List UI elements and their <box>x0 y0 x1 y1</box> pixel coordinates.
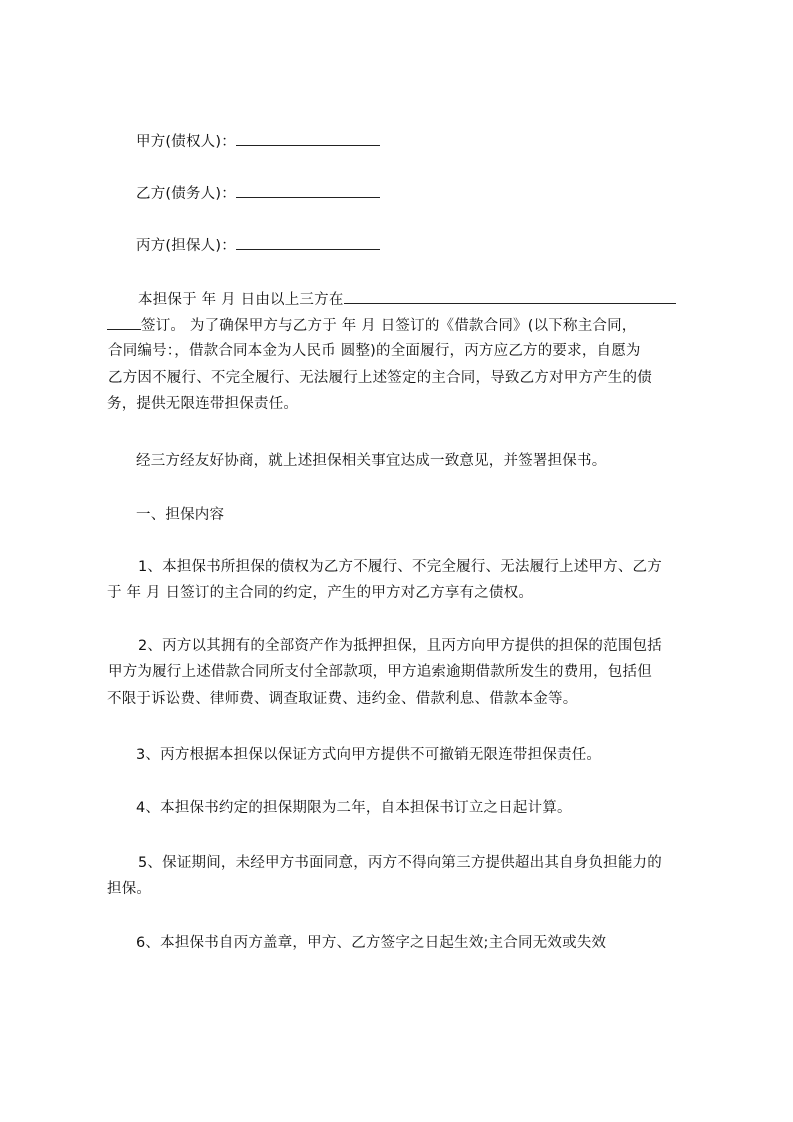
item-2-line-2 <box>108 662 652 682</box>
item-3 <box>136 745 601 765</box>
party-a-row <box>136 131 380 152</box>
section-1-heading <box>136 505 224 525</box>
item-2-text-1: 2、丙方以其拥有的全部资产作为抵押担保，且丙方向甲方提供的担保的范围包括 <box>138 638 662 654</box>
item-1-text-2: 于 年 月 日签订的主合同的约定，产生的甲方对乙方享有之债权。 <box>107 585 534 601</box>
item-2-line-1 <box>138 636 662 656</box>
intro-text-4: 乙方因不履行、不完全履行、无法履行上述签定的主合同，导致乙方对甲方产生的债 <box>108 370 652 386</box>
item-5-text-1: 5、保证期间，未经甲方书面同意，丙方不得向第三方提供超出其自身负担能力的 <box>138 855 662 871</box>
intro-text-2: 签订。 为了确保甲方与乙方于 年 月 日签订的《借款合同》(以下称主合同， <box>141 318 637 334</box>
consensus-paragraph <box>136 451 606 471</box>
item-4-text: 4、本担保书约定的担保期限为二年，自本担保书订立之日起计算。 <box>136 800 572 816</box>
item-2-text-2: 甲方为履行上述借款合同所支付全部款项，甲方追索逾期借款所发生的费用，包括但 <box>108 664 652 680</box>
intro-line-3 <box>108 341 641 361</box>
party-b-blank[interactable] <box>236 183 380 198</box>
party-c-label: 丙方(担保人)： <box>136 238 236 254</box>
party-b-row <box>136 183 380 204</box>
item-4 <box>136 798 572 818</box>
intro-line-1 <box>138 289 676 310</box>
item-6 <box>136 933 606 953</box>
intro-line-5 <box>107 394 298 414</box>
party-c-row <box>136 235 380 256</box>
item-3-text: 3、丙方根据本担保以保证方式向甲方提供不可撤销无限连带担保责任。 <box>136 747 602 763</box>
section-1-heading-text: 一、担保内容 <box>136 507 225 523</box>
item-5-line-2 <box>107 879 151 899</box>
location-blank-continued[interactable] <box>107 315 141 330</box>
consensus-text: 经三方经友好协商，就上述担保相关事宜达成一致意见，并签署担保书。 <box>136 453 607 469</box>
intro-line-4 <box>108 368 652 388</box>
item-5-text-2: 担保。 <box>107 881 152 897</box>
intro-text-1: 本担保于 年 月 日由以上三方在 <box>138 292 344 308</box>
item-2-text-3: 不限于诉讼费、律师费、调查取证费、违约金、借款利息、借款本金等。 <box>107 691 578 707</box>
item-1-line-2 <box>107 583 533 603</box>
item-1-text-1: 1、本担保书所担保的债权为乙方不履行、不完全履行、无法履行上述甲方、乙方 <box>138 559 662 575</box>
intro-text-3: 合同编号：，借款合同本金为人民币 圆整)的全面履行，丙方应乙方的要求，自愿为 <box>108 343 641 359</box>
party-a-label: 甲方(债权人)： <box>136 134 236 150</box>
party-b-label: 乙方(债务人)： <box>136 186 236 202</box>
item-6-text: 6、本担保书自丙方盖章，甲方、乙方签字之日起生效;主合同无效或失效 <box>136 935 607 951</box>
party-a-blank[interactable] <box>236 131 380 146</box>
intro-line-2 <box>107 315 637 336</box>
item-1-line-1 <box>138 557 662 577</box>
party-c-blank[interactable] <box>236 235 380 250</box>
item-2-line-3 <box>107 689 577 709</box>
intro-text-5: 务，提供无限连带担保责任。 <box>107 396 299 412</box>
location-blank[interactable] <box>344 289 676 304</box>
item-5-line-1 <box>138 853 662 873</box>
